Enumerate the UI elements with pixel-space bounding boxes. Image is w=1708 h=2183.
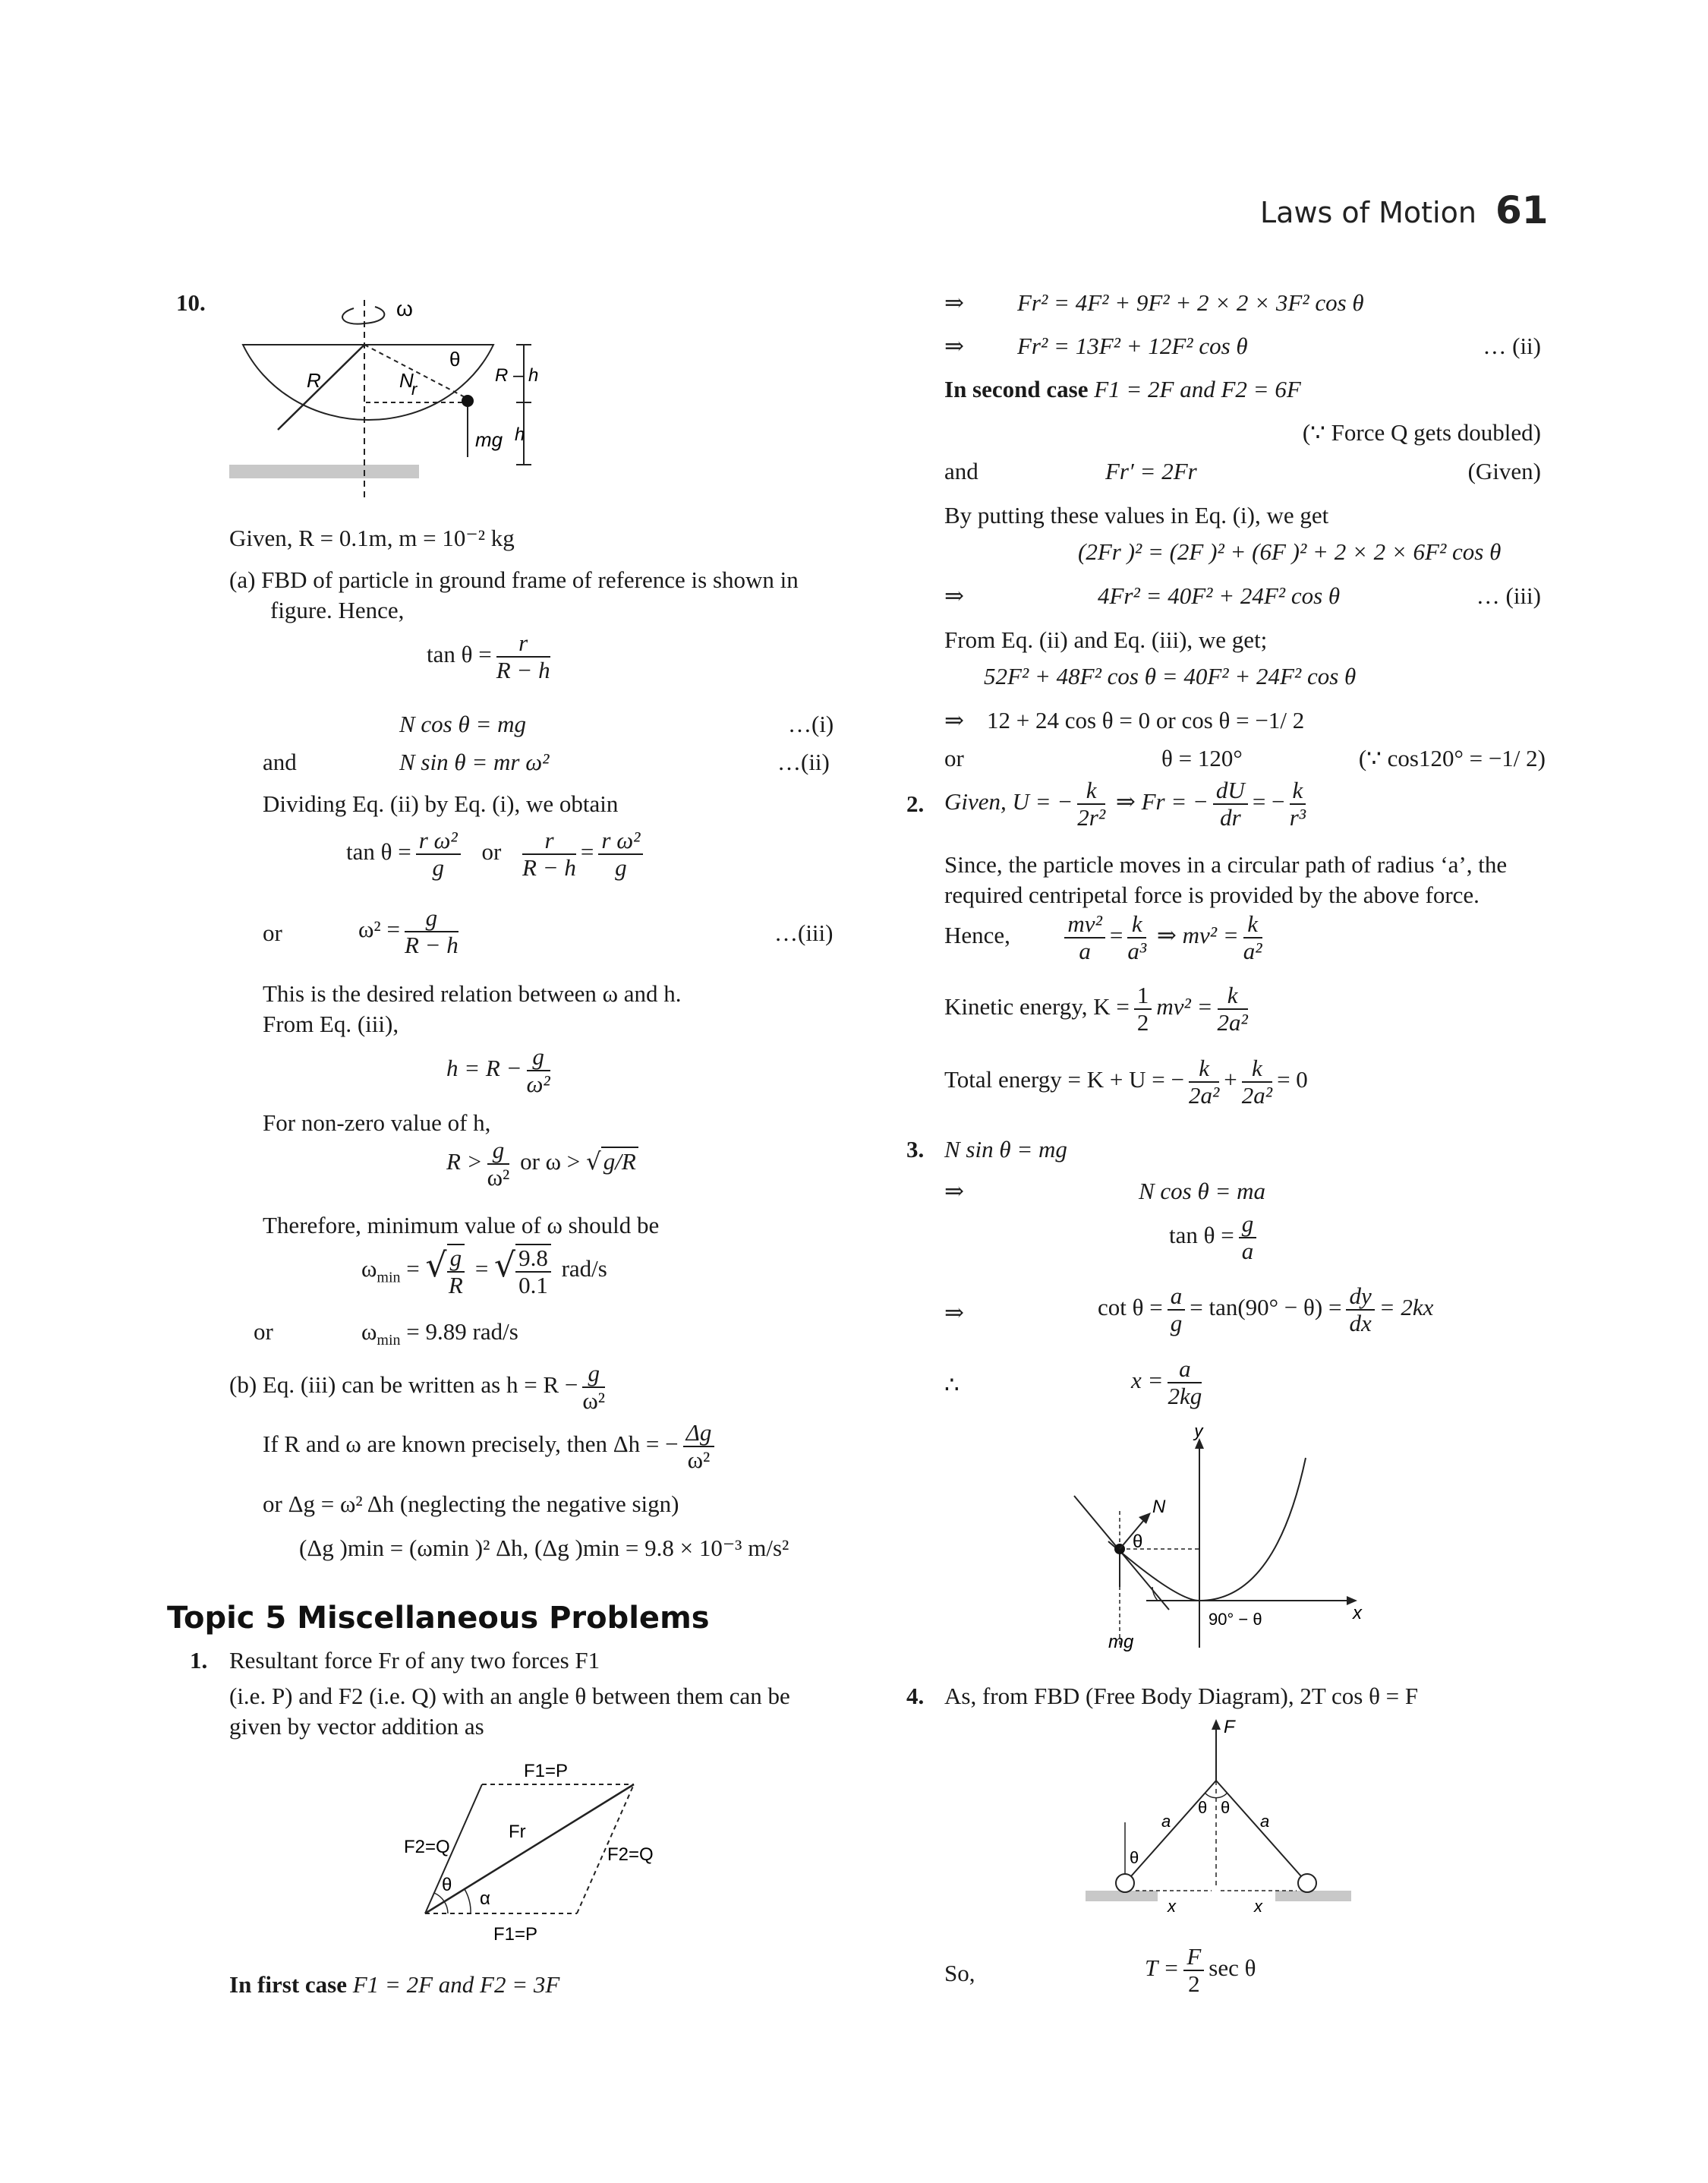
F1-top-label: F1=P <box>524 1761 569 1781</box>
eq-lhs: tan θ = <box>1169 1222 1234 1249</box>
F-label: F <box>1224 1717 1235 1737</box>
curve-figure <box>1063 1427 1382 1655</box>
since-line1: Since, the particle moves in a circular path of radius ‘a’, the <box>944 851 1508 878</box>
ground-strip <box>229 465 419 478</box>
eq-lhs: tan θ = <box>427 641 492 668</box>
q2-given <box>944 778 1310 831</box>
frac-den: g <box>615 854 627 881</box>
omega: ω <box>361 1318 377 1345</box>
nonzero-text: For non-zero value of h, <box>263 1109 491 1136</box>
page-number: 61 <box>1495 188 1549 232</box>
q3-x <box>1131 1356 1206 1409</box>
frac-den: 2a² <box>1189 1082 1220 1109</box>
frac-den: 2kg <box>1168 1383 1202 1409</box>
omega-min-value <box>361 1317 518 1349</box>
frac-num: g <box>582 1361 605 1388</box>
eq-ii-label: …(ii) <box>777 749 830 775</box>
eq-r7: θ = 120° <box>1161 745 1243 771</box>
or-omega: or ω > <box>520 1148 581 1175</box>
q1-line1: Resultant force Fr of any two forces F1 <box>229 1647 600 1674</box>
eq-ii: N sin θ = mr ω² <box>399 749 550 775</box>
eq-r1: Fr² = 4F² + 9F² + 2 × 2 × 3F² cos θ <box>1017 289 1364 316</box>
frac-den: 2a² <box>1217 1009 1248 1036</box>
mg-label: mg <box>1108 1632 1134 1652</box>
frac-den: 2r² <box>1077 804 1106 831</box>
right-mass <box>1298 1874 1316 1892</box>
x-right-label: x <box>1254 1897 1262 1916</box>
eq-r2-label: … (ii) <box>1483 333 1541 359</box>
y-label: y <box>1194 1427 1203 1441</box>
a-right-label: a <box>1260 1812 1270 1831</box>
so-word: So, <box>944 1960 975 1986</box>
resultant-diagonal <box>425 1784 634 1913</box>
theta-label: θ <box>449 348 461 371</box>
frac-den: r³ <box>1289 804 1306 831</box>
frac-num: k <box>1243 911 1262 939</box>
frac-num: 9.8 <box>515 1244 551 1273</box>
frac-num: 1 <box>1134 983 1152 1010</box>
bowl-figure <box>220 289 554 501</box>
part-a-line1: (a) FBD of particle in ground frame of reference is shown in <box>229 566 799 593</box>
cos120-note: (∵ cos120° = −1/ 2) <box>1358 745 1546 771</box>
eq-rhs: = 2kx <box>1379 1294 1434 1321</box>
frac-num: k <box>1218 983 1248 1010</box>
frac-num: mv² <box>1064 911 1105 939</box>
frac-num: r ω² <box>416 828 461 855</box>
part-a-line2: figure. Hence, <box>270 597 405 623</box>
frac-den: ω² <box>582 1387 606 1414</box>
or-word: or <box>481 838 502 866</box>
theta-label: θ <box>442 1875 452 1895</box>
first-case-values: F1 = 2F and F2 = 3F <box>352 1971 560 1998</box>
value: = 9.89 rad/s <box>406 1318 518 1345</box>
eq-lhs: tan θ = <box>346 838 411 866</box>
eq-lhs: T = <box>1145 1954 1180 1982</box>
dividing-text: Dividing Eq. (ii) by Eq. (i), we obtain <box>263 790 619 817</box>
eq-r6: 12 + 24 cos θ = 0 or cos θ = −1/ 2 <box>987 707 1305 733</box>
eq-i: N cos θ = mg <box>399 711 527 737</box>
eq-lhs: x = <box>1131 1367 1164 1394</box>
question-number-2: 2. <box>906 790 925 817</box>
omega-label: ω <box>396 297 413 320</box>
question-number-4: 4. <box>906 1683 925 1709</box>
R-label: R <box>307 369 321 392</box>
frac-den: R − h <box>496 657 550 683</box>
frac-num: Δg <box>683 1420 715 1447</box>
fr-prime: Fr′ = 2Fr <box>1105 458 1197 484</box>
x-left-label: x <box>1168 1897 1176 1916</box>
q3-eq1: N sin θ = mg <box>944 1136 1067 1162</box>
parallelogram-figure <box>395 1746 698 1951</box>
radicand: g/R <box>601 1147 638 1175</box>
frac-num: dy <box>1346 1283 1374 1311</box>
q1-line2: (i.e. P) and F2 (i.e. Q) with an angle θ between them can be <box>229 1683 790 1709</box>
implies-arrow: ⇒ <box>944 582 964 609</box>
implies-arrow: ⇒ <box>944 1299 964 1326</box>
frac-den: g <box>432 854 444 881</box>
alpha-arc <box>465 1889 471 1913</box>
r-label: r <box>411 380 418 399</box>
eq-lhs: R > <box>446 1148 483 1175</box>
equals: = <box>474 1255 489 1282</box>
frac-den: R − h <box>522 854 576 881</box>
or-word-3: or <box>254 1318 273 1345</box>
frac-den: R − h <box>404 932 459 958</box>
right-string <box>1216 1781 1307 1883</box>
frac-den: 0.1 <box>518 1272 548 1298</box>
implies-Fr: ⇒ Fr = − <box>1115 788 1209 815</box>
frac-den: a <box>1241 1238 1254 1264</box>
or-word: or <box>944 745 964 771</box>
q3-eq2: N cos θ = ma <box>1139 1178 1266 1204</box>
delta-g-min: (Δg )min = (ωmin )² Δh, (Δg )min = 9.8 × 10⁻³ m/s² <box>299 1535 789 1561</box>
frac-num: g <box>447 1244 465 1273</box>
R-h-label: R – h <box>495 365 539 386</box>
eq-tan-theta <box>427 630 555 683</box>
eq-r4-label: … (iii) <box>1476 582 1541 609</box>
implies-arrow: ⇒ <box>944 1178 964 1204</box>
eq-R-condition: R > $\frac{g}{\text{ω²}}$ or ω > √g/R <box>446 1137 638 1191</box>
therefore-symbol: ∴ <box>944 1371 960 1398</box>
tan-complement: = tan(90° − θ) = <box>1190 1294 1342 1321</box>
eq-r3: (2Fr )² = (2F )² + (6F )² + 2 × 2 × 6F² cos θ <box>1078 538 1502 565</box>
question-number-3: 3. <box>906 1136 925 1162</box>
frac-den: 2a² <box>1241 1082 1273 1109</box>
mv2-eq: mv² = <box>1156 993 1213 1021</box>
eq-iii <box>358 905 463 958</box>
frac-den: g <box>1170 1310 1183 1336</box>
ke-text: Kinetic energy, K = <box>944 993 1130 1021</box>
because-Q-doubled: (∵ Force Q gets doubled) <box>1302 419 1541 446</box>
te-text: Total energy = K + U = − <box>944 1066 1184 1093</box>
equals: = <box>580 838 594 866</box>
sec-theta: sec θ <box>1209 1954 1256 1982</box>
if-R-known <box>263 1420 719 1473</box>
and-word: and <box>263 749 297 775</box>
q4-text: As, from FBD (Free Body Diagram), 2T cos θ = F <box>944 1683 1419 1709</box>
given-U: Given, U = − <box>944 788 1073 815</box>
h-label: h <box>515 424 525 445</box>
sub-min: min <box>377 1332 401 1349</box>
putting-values: By putting these values in Eq. (i), we get <box>944 502 1329 528</box>
total-energy <box>944 1055 1308 1109</box>
from-ii-iii: From Eq. (ii) and Eq. (iii), we get; <box>944 626 1268 653</box>
topic-heading: Topic 5 Miscellaneous Problems <box>167 1601 710 1636</box>
eq-r4: 4Fr² = 40F² + 24F² cos θ <box>1098 582 1341 609</box>
frac-den: dx <box>1349 1310 1372 1336</box>
omega: ω <box>361 1255 377 1282</box>
q1-line3: given by vector addition as <box>229 1713 484 1740</box>
first-case <box>229 1970 559 1999</box>
theta-wall-label: θ <box>1130 1848 1139 1867</box>
F-arrowhead <box>1212 1719 1221 1730</box>
or-delta-g: or Δg = ω² Δh (neglecting the negative sign) <box>263 1491 679 1517</box>
question-number-1: 1. <box>190 1647 208 1674</box>
eq-h <box>446 1044 555 1097</box>
frac-num: k <box>1127 911 1146 939</box>
eq-tan-ratio <box>346 828 648 881</box>
apex-arc <box>1205 1793 1227 1798</box>
plus: + <box>1224 1066 1237 1093</box>
frac-num: k <box>1077 778 1105 805</box>
eq-lhs: h = R − <box>446 1055 522 1082</box>
frac-num: F <box>1183 1944 1204 1971</box>
frac-den: a <box>1079 938 1091 964</box>
frac-num: r <box>496 630 550 658</box>
eq-lhs: cot θ = <box>1098 1294 1163 1321</box>
N-label: N <box>1152 1497 1166 1517</box>
frac-num: g <box>1239 1211 1257 1238</box>
eq-r5: 52F² + 48F² cos θ = 40F² + 24F² cos θ <box>984 663 1357 689</box>
implies-arrow: ⇒ <box>944 707 964 733</box>
running-header-title: Laws of Motion <box>1260 196 1476 229</box>
x-label: x <box>1353 1603 1362 1623</box>
given-label: (Given) <box>1467 458 1541 484</box>
question-number-10: 10. <box>176 289 206 316</box>
implies-arrow: ⇒ <box>944 289 964 316</box>
frac-den: ω² <box>487 1164 510 1191</box>
angle-label: 90° − θ <box>1209 1610 1262 1629</box>
theta-left-label: θ <box>1198 1798 1208 1817</box>
a-left-label: a <box>1161 1812 1171 1831</box>
particle <box>462 395 474 407</box>
frac-den: ω² <box>687 1446 711 1473</box>
radius-line <box>278 345 364 430</box>
tension-equation <box>1145 1944 1256 1997</box>
kinetic-energy <box>944 983 1253 1036</box>
frac-den: a² <box>1243 938 1262 964</box>
eq-r2: Fr² = 13F² + 12F² cos θ <box>1017 333 1248 359</box>
frac-num: g <box>487 1137 510 1165</box>
q3-tan <box>1169 1211 1261 1264</box>
F2-left-label: F2=Q <box>404 1837 450 1857</box>
part-b-text: (b) Eq. (iii) can be written as h = R − <box>229 1371 578 1399</box>
eq-iii-label: …(iii) <box>774 920 834 946</box>
left-string <box>1125 1781 1216 1883</box>
or-word-2: or <box>263 920 282 946</box>
frac-num: k <box>1242 1055 1272 1083</box>
q3-cot <box>1098 1283 1433 1336</box>
frac-den: 2 <box>1136 1009 1149 1036</box>
frac-den: 2 <box>1188 1970 1200 1997</box>
frac-num: dU <box>1213 778 1248 805</box>
eq-i-label: …(i) <box>788 711 834 737</box>
omega-min-eq: $\omega_{min}$ = √ $\frac{g}{R}$ = √ $\frac{9.8}{0.1}$ rad/s <box>361 1244 607 1298</box>
since-line2: required centripetal force is provided by the above force. <box>944 882 1480 908</box>
therefore-text: Therefore, minimum value of ω should be <box>263 1212 660 1238</box>
frac-num: g <box>405 905 459 932</box>
frac-num: r ω² <box>598 828 643 855</box>
from-eq-iii: From Eq. (iii), <box>263 1011 399 1037</box>
frac-num: k <box>1189 1055 1219 1083</box>
equals-neg: = − <box>1252 788 1285 815</box>
N-label: N <box>399 369 414 392</box>
mg-label: mg <box>475 428 503 451</box>
if-text: If R and ω are known precisely, then Δh = − <box>263 1431 679 1458</box>
theta-right-label: θ <box>1221 1798 1231 1817</box>
implies-mv2: ⇒ mv² = <box>1156 922 1239 949</box>
frac-den: R <box>448 1272 463 1298</box>
frac-den: a³ <box>1127 938 1147 964</box>
frac-num: a <box>1168 1356 1202 1383</box>
rotation-arrow <box>342 307 384 324</box>
normal-arrowhead <box>1139 1513 1151 1524</box>
frac-num: g <box>527 1044 550 1071</box>
part-b <box>229 1361 610 1414</box>
hence-word: Hence, <box>944 922 1010 949</box>
alpha-label: α <box>480 1888 490 1909</box>
given-values: Given, R = 0.1m, m = 10⁻² kg <box>229 525 515 551</box>
frac-den: dr <box>1220 804 1241 831</box>
unit: rad/s <box>561 1255 607 1282</box>
sub-min: min <box>377 1269 401 1286</box>
second-case-values: F1 = 2F and F2 = 6F <box>1094 376 1301 402</box>
F1-bottom-label: F1=P <box>493 1924 538 1945</box>
first-case-label: In first case <box>229 1971 347 1998</box>
and-word: and <box>944 458 978 484</box>
F2-right-label: F2=Q <box>607 1844 654 1865</box>
frac-num: r <box>522 828 576 855</box>
frac-num: k <box>1290 778 1306 805</box>
equals-zero: = 0 <box>1277 1066 1308 1093</box>
theta-label: θ <box>1133 1532 1143 1552</box>
right-ground <box>1275 1891 1351 1901</box>
eq-lhs: ω² = <box>358 916 400 943</box>
second-case-label: In second case <box>944 376 1089 402</box>
implies-arrow: ⇒ <box>944 333 964 359</box>
frac-den: ω² <box>526 1071 550 1097</box>
equals: = <box>406 1255 420 1282</box>
Fr-label: Fr <box>509 1822 526 1842</box>
left-mass <box>1116 1874 1134 1892</box>
parabola-curve <box>1108 1458 1306 1601</box>
hence-equation <box>944 911 1267 964</box>
equals: = <box>1109 922 1123 949</box>
frac-num: a <box>1168 1283 1186 1311</box>
string-figure <box>1078 1716 1359 1921</box>
desired-relation: This is the desired relation between ω and h. <box>263 980 682 1007</box>
second-case <box>944 375 1301 404</box>
